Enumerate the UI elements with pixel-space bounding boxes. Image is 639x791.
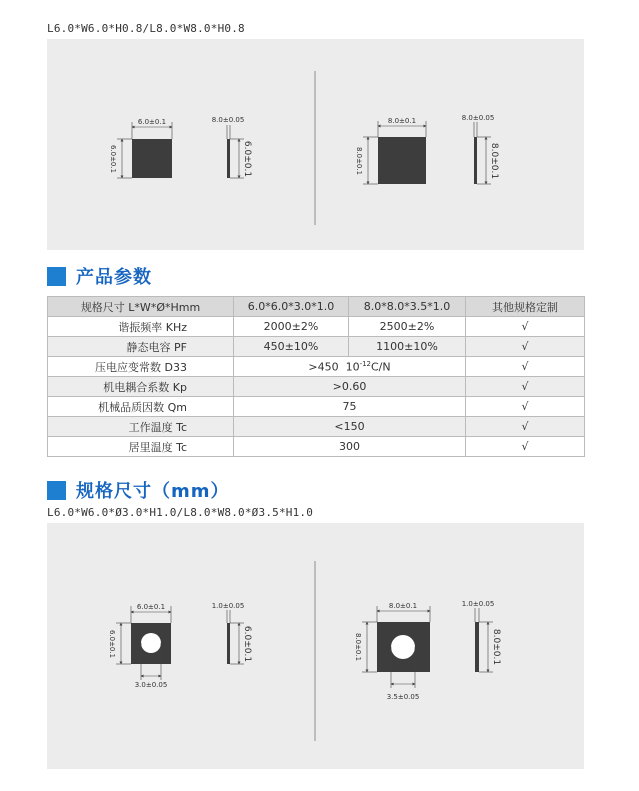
custom-check: √	[466, 397, 585, 417]
cell-merged-value: 75	[234, 397, 466, 417]
row-label: 工作温度 Tc	[48, 417, 234, 437]
table-row	[48, 437, 585, 457]
plate-8mm-side	[474, 137, 477, 184]
table-row	[48, 357, 585, 377]
table-row	[48, 417, 585, 437]
custom-check: √	[466, 437, 585, 457]
side-height-label: 8.0±0.1	[491, 628, 501, 666]
thickness-label: 1.0±0.05	[211, 602, 245, 610]
value-exponent: -12	[359, 359, 371, 368]
cell-value: 2000±2%	[234, 317, 349, 337]
custom-check: √	[466, 357, 585, 377]
drawing-panel-bottom	[47, 523, 584, 769]
table-row	[48, 397, 585, 417]
parameter-table	[47, 296, 585, 457]
height-label: 8.0±0.1	[355, 146, 363, 176]
header-spec: 规格尺寸 L*W*Ø*Hmm	[48, 297, 234, 317]
height-label: 8.0±0.1	[354, 632, 362, 662]
height-label: 6.0±0.1	[108, 629, 116, 659]
table-row	[48, 337, 585, 357]
caption-bottom: L6.0*W6.0*Ø3.0*H1.0/L8.0*W8.0*Ø3.5*H1.0	[47, 506, 314, 519]
dimension-drawing-bottom	[47, 523, 584, 769]
heading-marker	[47, 267, 66, 286]
header-custom: 其他规格定制	[466, 297, 585, 317]
caption-top: L6.0*W6.0*H0.8/L8.0*W8.0*H0.8	[47, 22, 245, 35]
cell-value: 450±10%	[234, 337, 349, 357]
side-height-label: 6.0±0.1	[242, 140, 252, 178]
cell-merged-value: >0.60	[234, 377, 466, 397]
plate-8mm-front	[378, 137, 426, 184]
row-label: 机电耦合系数 Kp	[48, 377, 234, 397]
hole-3-5mm	[391, 635, 415, 659]
value-unit: C/N	[371, 360, 391, 374]
row-label: 谐振频率 KHz	[48, 317, 234, 337]
plate-6mm-front	[132, 139, 172, 178]
thickness-label: 1.0±0.05	[461, 600, 495, 608]
plate-6mm-side	[227, 139, 230, 178]
table-header-row	[48, 297, 585, 317]
width-label: 8.0±0.1	[388, 602, 418, 610]
plate-6mm-side	[227, 623, 230, 664]
side-height-label: 6.0±0.1	[242, 625, 252, 663]
section-heading-dims	[47, 479, 230, 501]
plate-8mm-side	[475, 622, 479, 672]
thickness-label: 8.0±0.05	[211, 116, 245, 124]
row-label: 机械品质因数 Qm	[48, 397, 234, 417]
cell-value: 1100±10%	[349, 337, 466, 357]
cell-merged-value	[234, 357, 466, 377]
custom-check: √	[466, 317, 585, 337]
hole-3mm	[141, 633, 161, 653]
cell-merged-value: <150	[234, 417, 466, 437]
row-label: 压电应变常数 D33	[48, 357, 234, 377]
custom-check: √	[466, 337, 585, 357]
side-height-label: 8.0±0.1	[489, 142, 499, 180]
row-label: 居里温度 Tc	[48, 437, 234, 457]
cell-merged-value: 300	[234, 437, 466, 457]
table-row	[48, 377, 585, 397]
row-label: 静态电容 PF	[48, 337, 234, 357]
dimension-drawing-top	[47, 39, 584, 250]
drawing-panel-top	[47, 39, 584, 250]
heading-marker	[47, 481, 66, 500]
table-row	[48, 317, 585, 337]
section-title: 规格尺寸（mm）	[76, 481, 230, 502]
header-size-8: 8.0*8.0*3.5*1.0	[349, 297, 466, 317]
height-label: 6.0±0.1	[109, 144, 117, 174]
header-size-6: 6.0*6.0*3.0*1.0	[234, 297, 349, 317]
hole-diameter-label: 3.5±0.05	[386, 693, 420, 701]
section-title: 产品参数	[76, 267, 152, 288]
custom-check: √	[466, 377, 585, 397]
section-heading-params	[47, 265, 152, 287]
value-base: >450 10	[308, 360, 360, 374]
hole-diameter-label: 3.0±0.05	[134, 681, 168, 689]
cell-value: 2500±2%	[349, 317, 466, 337]
width-label: 8.0±0.1	[387, 117, 417, 125]
thickness-label: 8.0±0.05	[461, 114, 495, 122]
width-label: 6.0±0.1	[136, 603, 166, 611]
custom-check: √	[466, 417, 585, 437]
width-label: 6.0±0.1	[137, 118, 167, 126]
